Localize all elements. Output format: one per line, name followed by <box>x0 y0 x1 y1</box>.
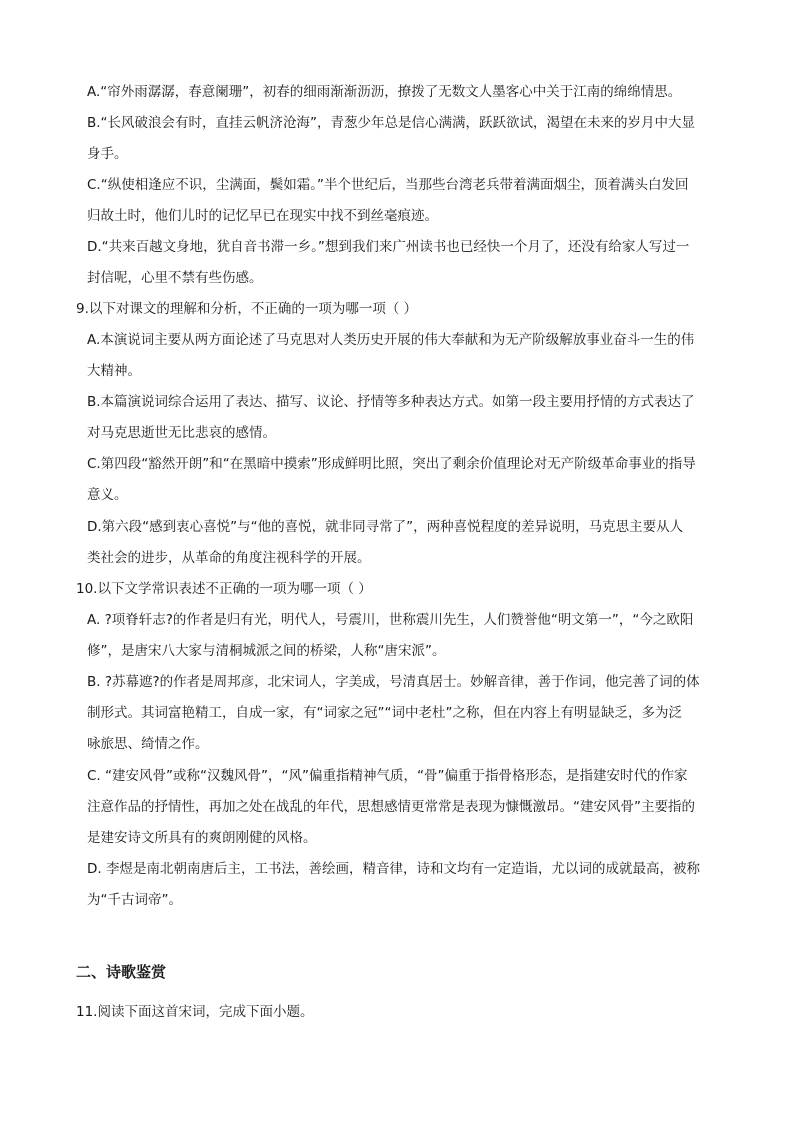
section-heading: 二、诗歌鉴赏 <box>76 963 167 981</box>
q10-option-a-line-2: 修”，是唐宋八大家与清桐城派之间的桥梁，人称“唐宋派”。 <box>87 643 446 659</box>
q9-option-c-line-2: 意义。 <box>87 487 128 503</box>
q9-stem: 9.以下对课文的理解和分析，不正确的一项为哪一项（ ） <box>76 301 418 317</box>
q10-option-b-line-1: B. ?苏幕遮?的作者是周邦彦，北宋词人，字美成，号清真居士。妙解音律，善于作词，他完善了词的体 <box>87 674 700 690</box>
q11-stem: 11.阅读下面这首宋词，完成下面小题。 <box>76 1004 314 1020</box>
q9-option-b-line-2: 对马克思逝世无比悲哀的感情。 <box>87 425 276 441</box>
q10-stem: 10.以下文学常识表述不正确的一项为哪一项（ ） <box>76 581 372 597</box>
q8-option-b-line-2: 身手。 <box>87 146 128 162</box>
q10-option-d-line-1: D. 李煜是南北朝南唐后主，工书法，善绘画，精音律，诗和文均有一定造诣，尤以词的成就最高，被称 <box>87 861 700 877</box>
q9-option-a-line-1: A.本演说词主要从两方面论述了马克思对人类历史开展的伟大奉献和为无产阶级解放事业奋斗一生的伟 <box>87 332 695 348</box>
q10-option-b-line-2: 制形式。其词富艳精工，自成一家，有“词家之冠”“词中老杜”之称，但在内容上有明显缺乏，多为泛 <box>87 705 682 721</box>
q9-option-c-line-1: C.第四段“豁然开朗”和“在黑暗中摸索”形成鲜明比照，突出了剩余价值理论对无产阶级革命事业的指导 <box>87 456 696 472</box>
q8-option-b-line-1: B.“长风破浪会有时，直挂云帆济沧海”，青葱少年总是信心满满，跃跃欲试，渴望在未来的岁月中大显 <box>87 115 696 131</box>
q8-option-d-line-1: D.“共来百越文身地，犹自音书滞一乡。”想到我们来广州读书也已经快一个月了，还没有给家人写过一 <box>87 239 690 255</box>
q10-option-c-line-3: 是建安诗文所具有的爽朗刚健的风格。 <box>87 830 317 846</box>
q8-option-c-line-1: C.“纵使相逢应不识，尘满面，鬓如霜。”半个世纪后，当那些台湾老兵带着满面烟尘，顶着满头白发回 <box>87 177 689 193</box>
q9-option-d-line-2: 类社会的进步，从革命的角度注视科学的开展。 <box>87 550 371 566</box>
q10-option-a-line-1: A. ?项脊轩志?的作者是归有光，明代人，号震川，世称震川先生，人们赞誉他“明文第一”，“今之欧阳 <box>87 612 694 628</box>
q8-option-a-line-1: A.“帘外雨潺潺，春意阑珊”，初春的细雨渐渐沥沥，撩拨了无数文人墨客心中关于江南的绵绵情思。 <box>87 84 682 100</box>
q9-option-b-line-1: B.本篇演说词综合运用了表达、描写、议论、抒情等多种表达方式。如第一段主要用抒情的方式表达了 <box>87 394 695 410</box>
q10-option-c-line-1: C. “建安风骨”或称“汉魏风骨”，“风”偏重指精神气质，“骨”偏重于指骨格形态，是指建安时代的作家 <box>87 768 688 784</box>
q8-option-c-line-2: 归故土时，他们儿时的记忆早已在现实中找不到丝毫痕迹。 <box>87 208 438 224</box>
q9-option-a-line-2: 大精神。 <box>87 363 141 379</box>
q9-option-d-line-1: D.第六段“感到衷心喜悦”与“他的喜悦，就非同寻常了”，两种喜悦程度的差异说明，马克思主要从人 <box>87 519 684 535</box>
q8-option-d-line-2: 封信呢，心里不禁有些伤感。 <box>87 270 263 286</box>
q10-option-c-line-2: 注意作品的抒情性，再加之处在战乱的年代，思想感情更常常是表现为慷慨激昂。“建安风骨”主要指的 <box>87 799 695 815</box>
q10-option-b-line-3: 咏旅思、绮情之作。 <box>87 736 209 752</box>
q10-option-d-line-2: 为“千古词帝”。 <box>87 892 182 908</box>
